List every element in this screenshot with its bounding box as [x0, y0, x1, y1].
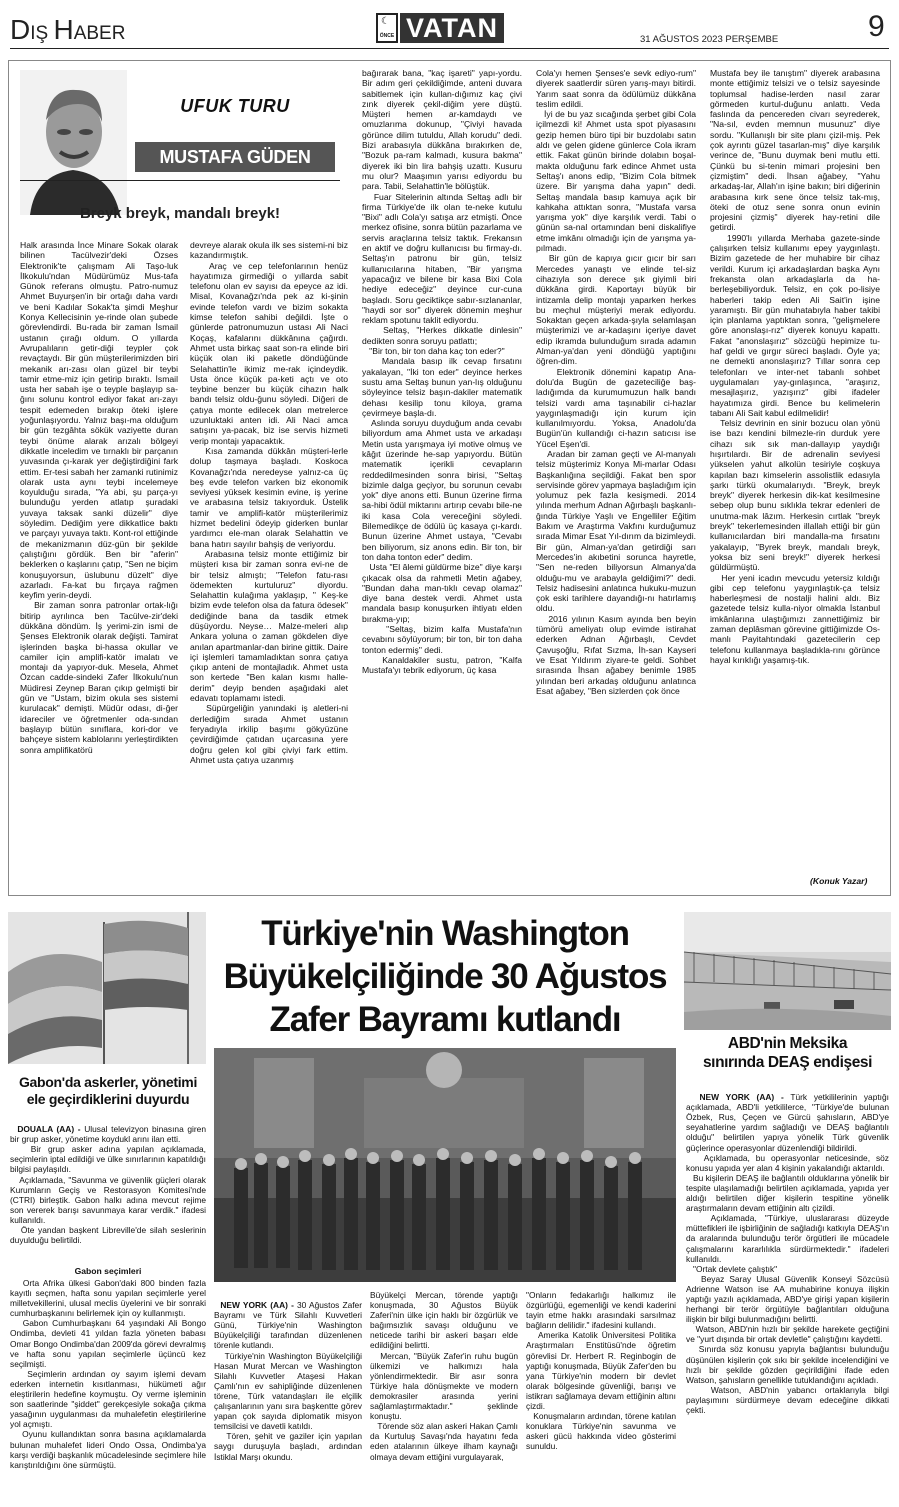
section-letters-is: IŞ	[30, 23, 54, 44]
author-portrait	[20, 70, 127, 215]
washington-headline	[212, 912, 678, 1041]
author-divider	[20, 180, 340, 181]
washington-headline-line2: Büyükelçiliğinde 30 Ağustos	[223, 957, 667, 996]
header-rule	[10, 48, 889, 49]
column-series	[135, 92, 335, 120]
logo-wordmark: VATAN	[400, 13, 504, 43]
column-text-col4: Cola'yı hemen Şenses'e sevk ediyo-rum" diyerek saatlerdir süren yarış-mayı bitirdi. Yarım saat sonra da ödülümüz dükkâna teslim edildi. İyi de bu yaz sıcağında şerbet gibi Cola içilmezdi ki! Ahmet usta spot piyasasını gezip hemen büro tipi bir buzdolabı satın aldı ve gelen gidene günlerce Cola ikram ettik. Fakat günün birinde dolabın boşal-makta olduğunu fark edince Ahmet usta Seltaş'ı anons edip, "Bizim Cola bitmek üzere. Bir yarışma daha yapın" dedi. Seltaş mandala basıp kamuya açık bir kahkaha attıktan sonra, "Mustafa varsa yarışma yok" diye karşılık verdi. Tabi o günün sa-nal ortamından beni diskalifiye etme imkânı olmadığı için de yarışma ya-pılmadı. Bir gün de kapıya gıcır gıcır bir sarı Mercedes yanaştı ve elinde tel-siz cihazıyla son derece şık giyimli biri dükkâna girdi. Kaportayı büyük bir intizamla delip montajı yaparken herkes bu meçhul müşteriyi merak ediyordu. Sokaktan geçen arkada-şıyla selamlaşan müşterimizi ve ar-kadaşını içeriye davet edip ikramda bulunduğum sırada adamın Alman-ya'dan yeni döndüğü yaptığını öğren-dim. Elektronik dönemini kapatıp Ana-dolu'da Bugün de gazeteciliğe baş-ladığımda da kurumumuzun halk bandı telsizi vardı ama taşınabilir ci-hazlar yaygınlaşmadığı için kurum için kullanılmıyordu. Yoksa, Anadolu'da Bugün'ün kullandığı ci-hazın satıcısı ise Yücel Eşen'di. Aradan bir zaman geçti ve Al-manyalı telsiz müşterimiz Konya Mi-marlar Odası Başkanlığına seçildiği. Fakat ben spor servisinde görev yapmaya başladığım için yolumuz pek fazla kesişmedi. 2014 yılında merhum Adnan Ağırbaşlı başkanlı-ğında Türkiye Yaşlı ve Engelliler Eğitim Bakım ve Araştırma Vakfını kurduğumuz sırada Mimar Esat Yıl-dırım da bizimleydi. Bir gün, Alman-ya'dan getirdiği sarı Mercedes'in akıbetini sorunca hayretle, "Sen ne-reden biliyorsun Almanya'da olduğu-mu ve arabayla geldiğimi?" dedi. Telsiz hadisesini anlatınca hukuku-muzun çok eski tarihlere dayandığı-nı hatırlamış oldu. 2016 yılının Kasım ayında ben beyin tümörü ameliyatı olup evimde istirahat ederken Adnan Ağırbaşlı, Cevdet Çavuşoğlu, Rıfat Sızma, İh-san Kayseri ve Esat Yıldırım ziyare-te geldi. Sohbet sırasında İhsan ağabey benimle 1985 yılından beri arkadaş olduğunu anlatınca Esat ağabey, "Ben sizlerden çok önce	[536, 68, 697, 696]
mexico-headline	[686, 1034, 889, 1072]
column-text-col3: bağırarak bana, "kaç işareti" yapı-yordu. Bir adım geri çekildiğimde, anteni duvara sabitlemek için kullan-dığımız kaç çivi zınk diyerek çekil-diğim yere düştü. Müşteri hemen ar-kamdaydı ve omuzlarıma dokunup, "Çiviyi havada görünce dilim tutuldu, Allah korudu" dedi. Bizi arabasıyla dükkâna bırakırken de, "Bozuk pa-ram kalmadı, kusura bakma" diyerek iki bin lira bahşiş uzattı. Kusuru mu olur? Maaşımın yarısı ediyordu bu para. Tabii, Selahattin'le bölüştük. Fuar Sitelerinin altında Seltaş adlı bir firma Türkiye'de ilk olan te-neke kutulu "Bixi" adlı Cola'yı satışa arz etmişti. Önce merkez ofisine, sonra bütün pazarlama ve servis araçlarına telsiz taktık. Frekansın en aktif ve doğru kullanıcısı bu firmay-dı. Seltaş'ın patronu bir gün, telsiz kullanıcılarına hitaben, "Bir yarışma yapacağız ve bilene bir kasa Bixi Cola hediye edeceğiz" deyince cur-cuna başladı. Soru geciktikçe sabır-sızlananlar, "haydi sor sor" diyerek dönemin meşhur reklam spotunu taklit ediyordu. Seltaş, "Herkes dikkatle dinlesin" dedikten sonra soruyu patlattı; "Bir ton, bir ton daha kaç ton eder?" Mandala basıp ilk cevap fırsatını yakalayan, "İki ton eder" deyince herkes sustu ama Seltaş bunun yan-lış olduğunu söyleyince telsiz başın-dakiler matematik dehası kesilip tonu kiloya, grama çevirmeye başla-dı. Aslında soruyu duyduğum anda cevabı biliyordum ama Ahmet usta ve arkadaşı Metin usta yarışmaya iyi motive olmuş ve kâğıt üzerinde he-sap yapıyordu. Bütün matematik içerikli cevapların reddedilmesinden sonra birisi, "Seltaş bizimle dalga geçiyor, bu sorunun cevabı yok" diye anons etti. Bunun üzerine firma sa-hibi ödül miktarını artırıp cevabı bile-ne iki kasa Cola vereceğini söyledi. Bilemedikçe de ödülü üç kasaya çı-kardı. Bunun üzerine Ahmet ustaya, "Cevabı ben biliyorum, siz anons edin. Bir ton, bir ton daha tonton eder" dedim. Usta "El âlemi güldürme bize" diye karşı çıkacak olsa da rahmetli Metin ağabey, "Bundan daha man-tıklı cevap olamaz" diye bana destek verdi. Ahmet usta mandala basıp konuşurken ihtiyatı elden bırakma-yıp; "Seltaş, bizim kalfa Mustafa'nın cevabını söylüyorum; bir ton, bir ton daha tonton edermiş" dedi. Kanaldakiler sustu, patron, "Kalfa Mustafa'yı tebrik ediyorum, üç kasa	[362, 68, 523, 676]
border-wall-image	[684, 912, 891, 1030]
gabon-headline: Gabon'da askerler, yönetimi ele geçirdiklerini duyurdu	[18, 1074, 198, 1107]
mexico-body	[686, 1082, 889, 1504]
logo-badge-text: ÖNCE	[379, 33, 395, 39]
gabon-subhead: Gabon seçimleri	[74, 1266, 142, 1276]
column-series-label: UFUK TURU	[180, 96, 290, 116]
page-header	[0, 0, 899, 52]
logo-badge	[376, 13, 398, 43]
washington-dateline: NEW YORK (AA) -	[220, 1300, 294, 1311]
crescent-star-icon: ☾	[381, 16, 390, 27]
washington-headline-line1: Türkiye'nin Washington	[261, 914, 629, 953]
mexico-body-text: Türk yetkililerinin yaptığı açıklamada, ABD'li yetkililerce, "Türkiye'de bulunan Özbek, Rus, Çeçen ve Gürcü şahısların, ABD'ye seyahatlerine yardım sağladığı ve DEAŞ bağlantılı olduğu" belirtilen yapıya yönelik Türk güvenlik güçlerince operasyonlar düzenlendiği bildirildi. Açıklamada, bu operasyonlar neticesinde, söz konusu yapıda yer alan 4 kişinin yakalandığı aktarıldı. Bu kişilerin DEAŞ ile bağlantılı olduklarına yönelik bir tespite ulaşılamadığı belirtilen açıklamada, yapıda yer aldığı belirtilen diğer kişilerin tespitine yönelik araştırmaların devam ettiğinin altı çizildi. Açıklamada, "Türkiye, uluslararası düzeyde müttefikleri ile işbirliğinin de sağladığı katkıyla DEAŞ'ın da aralarında bulunduğu terör örgütleri ile mücadele çalışmalarını kararlılıkla sürdürmektedir." ifadeleri kullanıldı. "Ortak devlete çalıştık" Beyaz Saray Ulusal Güvenlik Konseyi Sözcüsü Adrienne Watson ise AA muhabirine konuya ilişkin yaptığı yazılı açıklamada, ABD'ye girişi yapan kişilerin herhangi bir terör örgütüyle bağlantıları olduğuna ilişkin bir bilgi bulunmadığını belirtti. Watson, ABD'nin hızlı bir şekilde harekete geçtiğini ve "yurt dışında bir ortak devletle" çalıştığını kaydetti. Sınırda söz konusu yapıyla bağlantısı bulunduğu düşünülen kişilerin çok sıkı bir şekilde incelendiğini ve hızlı bir şekilde gözden geçirildiğini ifade eden Watson, şahısların genellikle tutuklandığını açıkladı. Watson, ABD'nin yabancı ortaklarıyla bilgi paylaşımını sürdürmeye devam edeceğine dikkati çekti.	[686, 1092, 890, 1415]
mexico-dateline: NEW YORK (AA) -	[699, 1092, 784, 1103]
author-bar	[135, 142, 335, 172]
column-signature: (Konuk Yazar)	[810, 876, 868, 886]
gabon-body-text-1: Ulusal televizyon binasına giren bir grup asker, yönetime koydukl arını ilan etti. Bir grup asker adına yapılan açıklamada, seçimlerin iptal edildiği ve ülke sınırlarının kapatıldığı bilgisi paylaşıldı. Açıklamada, "Savunma ve güvenlik güçleri olarak Kurumların Geçiş ve Restorasyon Komitesi'nde (CTRI) birleştik. Gabon halkı adına mevcut rejime son vererek barışı savunmaya karar verdik." ifadesi kullanıldı. Öte yandan başkent Libreville'de silah seslerinin duyulduğu belirtildi.	[10, 1124, 206, 1246]
column-headline: Breyk breyk, mandalı breyk!	[79, 205, 281, 222]
gabon-body-1	[10, 1114, 206, 1264]
embassy-ceremony-image	[214, 1048, 676, 1282]
section-letter-d: D	[10, 14, 31, 45]
mexico-headline-line1: ABD'nin Meksika	[727, 1035, 848, 1052]
washington-col1-text: 30 Ağustos Zafer Bayramı ve Türk Silahlı Kuvvetleri Günü, Türkiye'nin Washington Büyükelçiliği tarafından düzenlenen törenle kutlandı. Türkiye'nin Washington Büyükelçiliği Hasan Murat Mercan ve Washington Silahlı Kuvvetler Ataşesi Hakan Çamlı'nın ev sahipliğinde düzenlenen törene, Türk vatandaşları ile elçilik çalışanlarının yanı sıra başkentte görev yapan çok sayıda diplomatik misyon temsilcisi ve davetli katıldı. Tören, şehit ve gaziler için yapılan saygı duruşuyla başladı, ardından İstiklal Marşı okundu.	[214, 1300, 363, 1462]
washington-col1	[214, 1290, 362, 1504]
column-text-col5: Mustafa bey ile tanıştım" diyerek arabasına monte ettiğimiz telsizi ve o telsiz sayesinde toplumsal hadise-lerden nasıl zarar görmeden kurtul-duğunu anlattı. Veda faslında da pencereden civarı seyrederek, "Na-sıl, evden memnun musunuz" diye sordu. "Kullanışlı bir site planı çizil-miş. Pek çok ayrıntı güzel tasarlan-mış" diye karşılık verince de, "Bunu duymak beni mutlu etti. Çünkü bu si-tenin mimari projesini ben çizmiştim" dedi. İhsan ağabey, "Yahu arkadaş-lar, Allah'ın işine bakın; biri diğerinin arabasına kırk sene önce telsiz tak-mış, öteki de otuz sene sonra onun evinin projesini çizmiş" diyerek hay-retini dile getirdi. 1990'lı yıllarda Merhaba gazete-sinde çalışırken telsiz kullanımı epey yaygınlaştı. Bizim gazetede de her muhabire bir cihaz verildi. Kurum içi arkadaşlardan başka Aynı frekansta olan arkadaşlarla da ha-berleşebiliyorduk. Telsiz, en çok po-lisiye haberleri takip eden Ali Sait'in işine yaramıştı. Bir gün muhatabıyla haber takibi için planlama yaptıktan sonra, "gelişmelere göre anonslaşı-rız" diyerek konuyu kapattı. Fakat "anonslaşırız" sözcüğü hepimize tu-haf geldi ve gırgır süreci başladı. Öyle ya; ne demekti anonslaşırız? Tıllar sonra cep telefonları ve inter-net tabanlı sohbet uygulamaları yay-gınlaşınca, "araşırız, mesajlaşırız, yazışırız" gibi ifadeler hayatımıza girdi. Bence bu kelimelerin tabanı Ali Sait kabul edilmelidir! Telsiz devrinin en sinir bozucu olan yönü ise bazı kendini bilmezle-rin durduk yere cihazı sık sık man-dallayıp yaydığı hışırtılardı. Bir de adrenalin seviyesi yükselen yahut alkolün tesiriyle coşkuya kapılan bazı kimselerin assolistlik edasıyla şarkı türkü okumalarıydı. "Breyk, breyk breyk" diyerek herkesin dik-kat kesilmesine sebep olup bunu sıklıkla tekrar edenleri de unutma-mak lâzım. Herkesin cırtlak "breyk breyk" tekerlemesinden illallah ettiği bir gün kullanıcılardan biri mandalla-ma fırsatını yakalayıp, "Byrek breyk, mandalı breyk, yoksa biz seni breyk!" diyerek herkesi güldürmüştü. Her yeni icadın mevcudu yetersiz kıldığı gibi cep telefonu yaygınlaştık-ça telsiz haberleşmesi de nostalji halini aldı. Biz gazetede telsiz kulla-niyor olmakla İstanbul imkânlarına ulaştığımızı zannettiğimiz bir zaman deplâsman görevine gittiğimizde Os-manlı Payitahtındaki gazetecilerin cep telefonu kullanmaya başladıkla-rını görünce hayal kırıklığı yaşamış-tık.	[710, 68, 880, 665]
author-photo	[20, 70, 127, 215]
washington-col3: "Onların fedakarlığı halkımız ile özgürlüğü, egemenliği ve kendi kaderini tayin etme hakkı arasındaki sarsılmaz bağların delilidir." ifadesini kullandı. Amerika Katolik Üniversitesi Politika Araştırmaları Enstitüsü'nde öğretim görevlisi Dr. Herbert R. Reginbogin de yaptığı konuşmada, Büyük Zafer'den bu yana Türkiye'nin modern bir devlet olarak bölgesinde güvenliği, barışı ve istikrarı sağlamaya devam ettiğinin altını çizdi. Konuşmaların ardından, törene katılan konuklara Türkiye'nin savunma ve askeri gücü hakkında video gösterimi sunuldu.	[526, 1290, 677, 1452]
gabon-dateline: DOUALA (AA) -	[17, 1124, 81, 1135]
gabon-body-2: Orta Afrika ülkesi Gabon'daki 800 binden fazla kayıtlı seçmen, hafta sonu yapılan seçimlerle yerel milletvekillerini, ulusal meclis üyelerini ve bir sonraki cumhurbaşkanını belirlemek için oy kullanmıştı. Gabon Cumhurbaşkanı 64 yaşındaki Ali Bongo Ondimba, devleti 41 yıldan fazla yöneten babası Omar Bongo Ondimba'dan 2009'da görevi devralmış ve hafta sonu yapılan seçimlerle üçüncü kez seçilmişti. Seçimlerin ardından oy sayım işlemi devam ederken internetin kısıtlanması, hükümeti ağır eleştirilerin hedefine koymuştu. Oy verme işleminin son saatlerinde "şiddet" gerekçesiyle sokağa çıkma yasağının uygulanması da muhalefetin eleştirilerine yol açmıştı. Oyunu kullandıktan sonra basına açıklamalarda bulunan muhalefet lideri Ondo Ossa, Ondimba'ya karşı verdiği başkanlık mücadelesinde seçimlere hile karıştırıldığını öne sürmüştü.	[10, 1278, 206, 1470]
section-letter-h: H	[53, 14, 74, 45]
mexico-headline-line2: sınırında DEAŞ endişesi	[702, 1054, 873, 1071]
washington-col2: Büyükelçi Mercan, törende yaptığı konuşmada, 30 Ağustos Büyük Zaferi'nin ülke için haklı bir özgürlük ve bağımsızlık savaşı olduğunu ve neticede tarihi bir askeri başarı elde edildiğini belirtti. Mercan, "Büyük Zafer'in ruhu bugün ülkemizi ve halkımızı hala yönlendirmektedir. Bir asır sonra Türkiye hala dönüşmekte ve modern demokrasiler arasında yerini sağlamlaştırmaktadır." şeklinde konuştu. Törende söz alan askeri Hakan Çamlı da Kurtuluş Savaşı'nda hayatını feda eden atalarının ülkeye ilham kaynağı olmaya devam ettiğini vurgulayarak,	[370, 1290, 519, 1462]
washington-photo	[214, 1048, 676, 1282]
issue-date: 31 AĞUSTOS 2023 PERŞEMBE	[640, 34, 779, 45]
gabon-photo	[8, 912, 206, 1064]
washington-headline-line3: Zafer Bayramı kutlandı	[269, 1000, 621, 1039]
section-title	[10, 14, 125, 46]
section-letters-aber: ABER	[73, 23, 126, 44]
column-text-col1: Halk arasında İnce Minare Sokak olarak bilinen Tacülvezir'deki Özses Elektronik'te çalışmam Ali Taşo-luk İlkokulu'ndan Müdürümüz Mus-tafa Günok referans olmuştu. Patro-numuz Ahmet Buyurşen'in bir ortağı daha vardı ve beni Kadılar Sokak'ta şimdi Meşhur Konya Kellecisinin ye-rinde olan şubede görevlendirdi. Bu-rada bir zaman İsmail ustanın çırağı oldum. O yıllarda Avrupalıların getir-diği teypler çok revaçtaydı. Bir gün müşterilerimizden biri mekanik arı-zası olan güzel bir teybi tamir etme-miz için getirip bıraktı. İsmail usta her sabah işe o teyple başlayıp sa-ğını solunu kontrol ediyor fakat arı-zayı tespit edemeden bırakıp öteki işlere yoğunlaşıyordu. Yalnız başı-ma olduğum bir gün tezgâhta sökük vaziyette duran teybi önüme alarak arızalı bölgeyi dikkatle inceledim ve tırnaklı bir parçanın yuvasında çı-karak yer değiştirdiğini fark ettim. Er-tesi sabah her zamanki rutinimiz olarak usta aynı teybi incelemeye koyulduğu sırada, "Ya abi, şu parça-yı bulunduğu yerden atlatıp şuradaki yuvaya taksak sanki düzelir" diye söyledim. Dediğim yere dikkatlice baktı ve parçayı yuvaya taktı. Kont-rol ettiğinde de mekanizmanın düz-gün bir şekilde çalıştığını gördük. Ben bir "aferin" beklerken o kaşlarını çatıp, "Sen ne biçim konuşuyorsun, üslubunu düzelt" diye azarladı. Fa-kat bu fırçaya rağmen keyfim yerin-deydi. Bir zaman sonra patronlar ortak-lığı bitirip ayrılınca ben Tacülve-zir'deki dükkâna döndüm. İş yerimi-zin ismi de Şenses Elektronik olarak değişti. Tamirat işlerinden başka bi-hassa okullar ve camiler için amplifi-katör imalatı ve montajı da yapıyor-duk. Mesela, Ahmet Özcan cadde-sindeki Zafer İlkokulu'nun Müdiresi Zeynep Baran çıkıp gelmişti bir gün ve "Ustam, bizim okula ses sistemi kurulacak" demişti. Müdür odası, di-ğer idareciler ve öğretmenler oda-sından başlayıp bütün sınıflara, kori-dor ve bahçeye sistem kablolarını yerleştirdikten sonra amplifikatörü	[20, 240, 178, 755]
column-text-col2: devreye alarak okula ilk ses sistemi-ni biz kazandırmıştık. Araç ve cep telefonlarının henüz hayatımıza girmediği o yıllarda sabit telefonu olan ev sayısı da epeyce az idi. Misal, Kovanağzı'nda pek az ki-şinin evinde telefon vardı ve bizim sokakta kimse telefon sahibi değildi. İşte o günlerde patronumuzun ustası Ali Naci Koçaş, kafalarını dükkânına çağırdı. Ahmet usta birkaç saat son-ra elinde biri küçük olan iki paketle döndüğünde Selahattin'le ikimiz me-rak içindeydik. Usta önce küçük pa-keti açtı ve oto teybine benzer bu küçük cihazın halk bandı telsiz oldu-ğunu söyledi. Diğeri de çatıya monte edilecek olan metrelerce uzunluktaki anten idi. Ali Naci amca satışını ya-pacak, biz ise servis hizmeti verip montajı yapacaktık. Kısa zamanda dükkân müşteri-lerle dolup taşmaya başladı. Koskoca Kovanağzı'nda neredeyse yalnız-ca üç beş evde telefon varken biz ekonomik seviyesi yüksek kesimin evine, iş yerine ve arabasına telsiz takıyorduk. Üstelik tamir ve amplifi-katör müşterilerimiz hizmet bedelini ödeyip giderken bunlar yardımcı ele-man olarak Selahattin ve bana hatırı sayılır bahşiş de veriyordu. Arabasına telsiz monte ettiğimiz bir müşteri kısa bir zaman sonra evi-ne de bir telsiz almıştı; "Telefon fatu-rası ödemekten kurtuluruz" diyordu. Selahattin kulağıma yaklaşıp, " Keş-ke bizim evde telefon olsa da fatura ödesek" dediğinde bana da tasdik etmek düşüyordu. Neyse… Malze-meleri alıp Ankara yoluna o zaman gökdelen diye anılan apartmanlar-dan birine gittik. Daire içi işlemleri tamamladıktan sonra çatıya çıkıp anteni de montajladık. Ahmet usta son kertede "Ben kalan kısmı halle-derim" deyip benden aşağıdaki alet edavatı toplamamı istedi. Süpürgeliğin yanındaki iş aletleri-ni derlediğim sırada Ahmet ustanın feryadıyla irkilip başımı gökyüzüne çevirdiğimde çatıdan uçarcasına yere doğru gelen kol gibi çiviyi fark ettim. Ahmet usta çatıya uzanmış	[190, 240, 348, 765]
gabon-flag-image	[8, 912, 206, 1064]
newspaper-logo	[372, 13, 522, 43]
page-number: 9	[868, 10, 885, 43]
mexico-photo	[684, 912, 891, 1030]
author-name: MUSTAFA GÜDEN	[159, 147, 311, 167]
